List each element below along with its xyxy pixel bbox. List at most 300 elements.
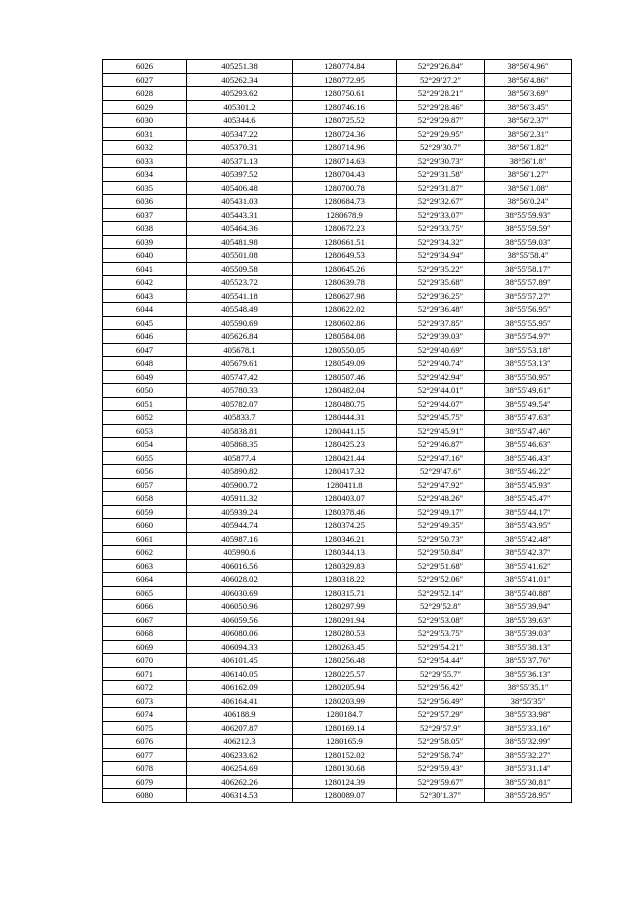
longitude-cell: 38°56′2.31″: [485, 127, 572, 141]
y-coordinate-cell: 1280750.61: [293, 87, 397, 101]
table-row: [103, 208, 572, 222]
longitude-cell: 38°55′49.54″: [485, 397, 572, 411]
x-coordinate-cell: 406080.06: [187, 627, 293, 641]
latitude-cell: 52°29′59.67″: [397, 775, 485, 789]
point-number-cell: 6079: [103, 775, 187, 789]
y-coordinate-cell: 1280344.13: [293, 546, 397, 560]
x-coordinate-cell: 405679.61: [187, 357, 293, 371]
latitude-cell: 52°29′57.29″: [397, 708, 485, 722]
latitude-cell: 52°29′30.73″: [397, 154, 485, 168]
latitude-cell: 52°29′32.67″: [397, 195, 485, 209]
x-coordinate-cell: 405626.84: [187, 330, 293, 344]
table-row: [103, 478, 572, 492]
x-coordinate-cell: 405509.58: [187, 262, 293, 276]
point-number-cell: 6080: [103, 789, 187, 803]
y-coordinate-cell: 1280444.31: [293, 411, 397, 425]
y-coordinate-cell: 1280089.07: [293, 789, 397, 803]
latitude-cell: 52°29′47.6″: [397, 465, 485, 479]
longitude-cell: 38°56′4.96″: [485, 60, 572, 74]
point-number-cell: 6075: [103, 721, 187, 735]
y-coordinate-cell: 1280584.08: [293, 330, 397, 344]
point-number-cell: 6050: [103, 384, 187, 398]
y-coordinate-cell: 1280725.52: [293, 114, 397, 128]
y-coordinate-cell: 1280346.21: [293, 532, 397, 546]
longitude-cell: 38°55′50.95″: [485, 370, 572, 384]
longitude-cell: 38°55′57.27″: [485, 289, 572, 303]
x-coordinate-cell: 406212.3: [187, 735, 293, 749]
x-coordinate-cell: 405523.72: [187, 276, 293, 290]
longitude-cell: 38°56′2.37″: [485, 114, 572, 128]
y-coordinate-cell: 1280417.32: [293, 465, 397, 479]
longitude-cell: 38°55′47.63″: [485, 411, 572, 425]
longitude-cell: 38°55′44.17″: [485, 505, 572, 519]
table-row: [103, 762, 572, 776]
longitude-cell: 38°55′31.14″: [485, 762, 572, 776]
x-coordinate-cell: 405541.18: [187, 289, 293, 303]
y-coordinate-cell: 1280152.02: [293, 748, 397, 762]
table-row: [103, 249, 572, 263]
point-number-cell: 6052: [103, 411, 187, 425]
y-coordinate-cell: 1280684.73: [293, 195, 397, 209]
latitude-cell: 52°30′1.37″: [397, 789, 485, 803]
x-coordinate-cell: 405833.7: [187, 411, 293, 425]
x-coordinate-cell: 406059.56: [187, 613, 293, 627]
latitude-cell: 52°29′39.03″: [397, 330, 485, 344]
y-coordinate-cell: 1280374.25: [293, 519, 397, 533]
longitude-cell: 38°55′58.4″: [485, 249, 572, 263]
table-row: [103, 667, 572, 681]
latitude-cell: 52°29′58.05″: [397, 735, 485, 749]
longitude-cell: 38°55′45.93″: [485, 478, 572, 492]
latitude-cell: 52°29′27.2″: [397, 73, 485, 87]
x-coordinate-cell: 405262.34: [187, 73, 293, 87]
y-coordinate-cell: 1280550.05: [293, 343, 397, 357]
longitude-cell: 38°55′39.63″: [485, 613, 572, 627]
longitude-cell: 38°55′40.88″: [485, 586, 572, 600]
longitude-cell: 38°55′58.17″: [485, 262, 572, 276]
point-number-cell: 6042: [103, 276, 187, 290]
latitude-cell: 52°29′56.42″: [397, 681, 485, 695]
x-coordinate-cell: 405251.38: [187, 60, 293, 74]
point-number-cell: 6060: [103, 519, 187, 533]
latitude-cell: 52°29′31.58″: [397, 168, 485, 182]
x-coordinate-cell: 405890.82: [187, 465, 293, 479]
latitude-cell: 52°29′42.94″: [397, 370, 485, 384]
point-number-cell: 6073: [103, 694, 187, 708]
latitude-cell: 52°29′57.9″: [397, 721, 485, 735]
point-number-cell: 6044: [103, 303, 187, 317]
x-coordinate-cell: 405911.32: [187, 492, 293, 506]
longitude-cell: 38°56′0.24″: [485, 195, 572, 209]
latitude-cell: 52°29′28.46″: [397, 100, 485, 114]
x-coordinate-cell: 405782.07: [187, 397, 293, 411]
point-number-cell: 6053: [103, 424, 187, 438]
table-row: [103, 721, 572, 735]
y-coordinate-cell: 1280425.23: [293, 438, 397, 452]
latitude-cell: 52°29′36.48″: [397, 303, 485, 317]
latitude-cell: 52°29′26.84″: [397, 60, 485, 74]
latitude-cell: 52°29′44.01″: [397, 384, 485, 398]
point-number-cell: 6046: [103, 330, 187, 344]
table-row: [103, 573, 572, 587]
table-row: [103, 640, 572, 654]
y-coordinate-cell: 1280263.45: [293, 640, 397, 654]
x-coordinate-cell: 405990.6: [187, 546, 293, 560]
table-row: [103, 100, 572, 114]
table-row: [103, 600, 572, 614]
table-row: [103, 154, 572, 168]
table-row: [103, 316, 572, 330]
table-row: [103, 694, 572, 708]
longitude-cell: 38°55′42.48″: [485, 532, 572, 546]
latitude-cell: 52°29′54.21″: [397, 640, 485, 654]
latitude-cell: 52°29′45.75″: [397, 411, 485, 425]
latitude-cell: 52°29′30.7″: [397, 141, 485, 155]
y-coordinate-cell: 1280291.94: [293, 613, 397, 627]
x-coordinate-cell: 405406.48: [187, 181, 293, 195]
latitude-cell: 52°29′35.68″: [397, 276, 485, 290]
y-coordinate-cell: 1280672.23: [293, 222, 397, 236]
y-coordinate-cell: 1280507.46: [293, 370, 397, 384]
longitude-cell: 38°55′46.63″: [485, 438, 572, 452]
table-row: [103, 451, 572, 465]
x-coordinate-cell: 405939.24: [187, 505, 293, 519]
latitude-cell: 52°29′52.06″: [397, 573, 485, 587]
table-row: [103, 735, 572, 749]
longitude-cell: 38°55′32.99″: [485, 735, 572, 749]
table-row: [103, 654, 572, 668]
longitude-cell: 38°55′28.95″: [485, 789, 572, 803]
table-row: [103, 276, 572, 290]
x-coordinate-cell: 405900.72: [187, 478, 293, 492]
table-row: [103, 627, 572, 641]
table-row: [103, 303, 572, 317]
y-coordinate-cell: 1280378.46: [293, 505, 397, 519]
point-number-cell: 6078: [103, 762, 187, 776]
point-number-cell: 6063: [103, 559, 187, 573]
longitude-cell: 38°55′39.94″: [485, 600, 572, 614]
longitude-cell: 38°55′53.18″: [485, 343, 572, 357]
latitude-cell: 52°29′53.08″: [397, 613, 485, 627]
y-coordinate-cell: 1280549.09: [293, 357, 397, 371]
y-coordinate-cell: 1280622.02: [293, 303, 397, 317]
point-number-cell: 6035: [103, 181, 187, 195]
longitude-cell: 38°55′55.95″: [485, 316, 572, 330]
x-coordinate-cell: 405301.2: [187, 100, 293, 114]
x-coordinate-cell: 405501.08: [187, 249, 293, 263]
point-number-cell: 6059: [103, 505, 187, 519]
latitude-cell: 52°29′50.73″: [397, 532, 485, 546]
point-number-cell: 6068: [103, 627, 187, 641]
table-row: [103, 586, 572, 600]
latitude-cell: 52°29′48.26″: [397, 492, 485, 506]
y-coordinate-cell: 1280124.39: [293, 775, 397, 789]
y-coordinate-cell: 1280256.48: [293, 654, 397, 668]
y-coordinate-cell: 1280678.9: [293, 208, 397, 222]
point-number-cell: 6043: [103, 289, 187, 303]
latitude-cell: 52°29′46.87″: [397, 438, 485, 452]
point-number-cell: 6033: [103, 154, 187, 168]
point-number-cell: 6054: [103, 438, 187, 452]
table-row: [103, 181, 572, 195]
y-coordinate-cell: 1280639.78: [293, 276, 397, 290]
table-row: [103, 546, 572, 560]
table-row: [103, 789, 572, 803]
x-coordinate-cell: 406094.33: [187, 640, 293, 654]
point-number-cell: 6076: [103, 735, 187, 749]
table-row: [103, 397, 572, 411]
table-row: [103, 60, 572, 74]
table-row: [103, 330, 572, 344]
longitude-cell: 38°55′35″: [485, 694, 572, 708]
x-coordinate-cell: 405371.13: [187, 154, 293, 168]
x-coordinate-cell: 406050.96: [187, 600, 293, 614]
point-number-cell: 6034: [103, 168, 187, 182]
x-coordinate-cell: 405464.36: [187, 222, 293, 236]
table-row: [103, 168, 572, 182]
y-coordinate-cell: 1280627.98: [293, 289, 397, 303]
point-number-cell: 6038: [103, 222, 187, 236]
table-row: [103, 384, 572, 398]
table-row: [103, 262, 572, 276]
table-row: [103, 114, 572, 128]
point-number-cell: 6030: [103, 114, 187, 128]
point-number-cell: 6069: [103, 640, 187, 654]
point-number-cell: 6074: [103, 708, 187, 722]
y-coordinate-cell: 1280165.9: [293, 735, 397, 749]
table-row: [103, 424, 572, 438]
table-row: [103, 357, 572, 371]
latitude-cell: 52°29′34.94″: [397, 249, 485, 263]
table-row: [103, 532, 572, 546]
longitude-cell: 38°56′3.45″: [485, 100, 572, 114]
latitude-cell: 52°29′40.74″: [397, 357, 485, 371]
y-coordinate-cell: 1280169.14: [293, 721, 397, 735]
point-number-cell: 6057: [103, 478, 187, 492]
y-coordinate-cell: 1280441.15: [293, 424, 397, 438]
longitude-cell: 38°55′37.76″: [485, 654, 572, 668]
y-coordinate-cell: 1280661.51: [293, 235, 397, 249]
longitude-cell: 38°55′33.98″: [485, 708, 572, 722]
longitude-cell: 38°56′1.82″: [485, 141, 572, 155]
table-row: [103, 505, 572, 519]
point-number-cell: 6027: [103, 73, 187, 87]
x-coordinate-cell: 405443.31: [187, 208, 293, 222]
x-coordinate-cell: 405347.22: [187, 127, 293, 141]
point-number-cell: 6061: [103, 532, 187, 546]
x-coordinate-cell: 405780.33: [187, 384, 293, 398]
point-number-cell: 6029: [103, 100, 187, 114]
longitude-cell: 38°55′59.59″: [485, 222, 572, 236]
latitude-cell: 52°29′58.74″: [397, 748, 485, 762]
longitude-cell: 38°55′54.97″: [485, 330, 572, 344]
x-coordinate-cell: 406254.69: [187, 762, 293, 776]
table-row: [103, 708, 572, 722]
y-coordinate-cell: 1280297.99: [293, 600, 397, 614]
y-coordinate-cell: 1280329.83: [293, 559, 397, 573]
point-number-cell: 6036: [103, 195, 187, 209]
table-row: [103, 411, 572, 425]
x-coordinate-cell: 406030.69: [187, 586, 293, 600]
x-coordinate-cell: 405877.4: [187, 451, 293, 465]
longitude-cell: 38°56′3.69″: [485, 87, 572, 101]
y-coordinate-cell: 1280184.7: [293, 708, 397, 722]
table-row: [103, 289, 572, 303]
point-number-cell: 6031: [103, 127, 187, 141]
coordinates-table: [102, 59, 572, 803]
longitude-cell: 38°55′39.03″: [485, 627, 572, 641]
x-coordinate-cell: 405944.74: [187, 519, 293, 533]
point-number-cell: 6062: [103, 546, 187, 560]
y-coordinate-cell: 1280280.53: [293, 627, 397, 641]
y-coordinate-cell: 1280772.95: [293, 73, 397, 87]
longitude-cell: 38°55′46.22″: [485, 465, 572, 479]
y-coordinate-cell: 1280714.63: [293, 154, 397, 168]
x-coordinate-cell: 405344.6: [187, 114, 293, 128]
longitude-cell: 38°55′45.47″: [485, 492, 572, 506]
longitude-cell: 38°56′1.8″: [485, 154, 572, 168]
latitude-cell: 52°29′53.75″: [397, 627, 485, 641]
longitude-cell: 38°56′4.86″: [485, 73, 572, 87]
x-coordinate-cell: 405987.16: [187, 532, 293, 546]
x-coordinate-cell: 406016.56: [187, 559, 293, 573]
point-number-cell: 6040: [103, 249, 187, 263]
y-coordinate-cell: 1280645.26: [293, 262, 397, 276]
latitude-cell: 52°29′36.25″: [397, 289, 485, 303]
table-row: [103, 465, 572, 479]
latitude-cell: 52°29′45.91″: [397, 424, 485, 438]
coordinates-table-body: [103, 60, 572, 803]
y-coordinate-cell: 1280318.22: [293, 573, 397, 587]
y-coordinate-cell: 1280602.86: [293, 316, 397, 330]
latitude-cell: 52°29′33.75″: [397, 222, 485, 236]
latitude-cell: 52°29′40.69″: [397, 343, 485, 357]
latitude-cell: 52°29′47.92″: [397, 478, 485, 492]
longitude-cell: 38°55′33.16″: [485, 721, 572, 735]
y-coordinate-cell: 1280714.96: [293, 141, 397, 155]
table-row: [103, 370, 572, 384]
point-number-cell: 6065: [103, 586, 187, 600]
longitude-cell: 38°55′43.95″: [485, 519, 572, 533]
latitude-cell: 52°29′29.87″: [397, 114, 485, 128]
table-row: [103, 127, 572, 141]
point-number-cell: 6037: [103, 208, 187, 222]
table-row: [103, 73, 572, 87]
latitude-cell: 52°29′31.87″: [397, 181, 485, 195]
longitude-cell: 38°55′57.89″: [485, 276, 572, 290]
table-row: [103, 748, 572, 762]
point-number-cell: 6067: [103, 613, 187, 627]
y-coordinate-cell: 1280205.94: [293, 681, 397, 695]
y-coordinate-cell: 1280746.16: [293, 100, 397, 114]
y-coordinate-cell: 1280724.36: [293, 127, 397, 141]
y-coordinate-cell: 1280482.04: [293, 384, 397, 398]
longitude-cell: 38°55′53.13″: [485, 357, 572, 371]
latitude-cell: 52°29′56.49″: [397, 694, 485, 708]
x-coordinate-cell: 405548.49: [187, 303, 293, 317]
longitude-cell: 38°55′47.46″: [485, 424, 572, 438]
y-coordinate-cell: 1280480.75: [293, 397, 397, 411]
x-coordinate-cell: 406164.41: [187, 694, 293, 708]
longitude-cell: 38°55′42.37″: [485, 546, 572, 560]
point-number-cell: 6070: [103, 654, 187, 668]
x-coordinate-cell: 406262.26: [187, 775, 293, 789]
longitude-cell: 38°55′56.95″: [485, 303, 572, 317]
table-row: [103, 492, 572, 506]
x-coordinate-cell: 406101.45: [187, 654, 293, 668]
x-coordinate-cell: 406162.09: [187, 681, 293, 695]
x-coordinate-cell: 405868.35: [187, 438, 293, 452]
latitude-cell: 52°29′59.43″: [397, 762, 485, 776]
x-coordinate-cell: 406028.02: [187, 573, 293, 587]
x-coordinate-cell: 406207.87: [187, 721, 293, 735]
y-coordinate-cell: 1280203.99: [293, 694, 397, 708]
x-coordinate-cell: 405590.69: [187, 316, 293, 330]
point-number-cell: 6055: [103, 451, 187, 465]
latitude-cell: 52°29′35.22″: [397, 262, 485, 276]
y-coordinate-cell: 1280649.53: [293, 249, 397, 263]
y-coordinate-cell: 1280704.43: [293, 168, 397, 182]
longitude-cell: 38°56′1.27″: [485, 168, 572, 182]
table-row: [103, 775, 572, 789]
point-number-cell: 6077: [103, 748, 187, 762]
latitude-cell: 52°29′51.68″: [397, 559, 485, 573]
y-coordinate-cell: 1280315.71: [293, 586, 397, 600]
point-number-cell: 6039: [103, 235, 187, 249]
point-number-cell: 6041: [103, 262, 187, 276]
longitude-cell: 38°55′49.61″: [485, 384, 572, 398]
x-coordinate-cell: 406188.9: [187, 708, 293, 722]
table-row: [103, 613, 572, 627]
longitude-cell: 38°55′38.13″: [485, 640, 572, 654]
point-number-cell: 6071: [103, 667, 187, 681]
longitude-cell: 38°55′46.43″: [485, 451, 572, 465]
y-coordinate-cell: 1280225.57: [293, 667, 397, 681]
latitude-cell: 52°29′29.95″: [397, 127, 485, 141]
x-coordinate-cell: 405370.31: [187, 141, 293, 155]
point-number-cell: 6032: [103, 141, 187, 155]
point-number-cell: 6045: [103, 316, 187, 330]
latitude-cell: 52°29′33.07″: [397, 208, 485, 222]
latitude-cell: 52°29′28.21″: [397, 87, 485, 101]
longitude-cell: 38°55′41.62″: [485, 559, 572, 573]
x-coordinate-cell: 405747.42: [187, 370, 293, 384]
table-row: [103, 681, 572, 695]
latitude-cell: 52°29′52.14″: [397, 586, 485, 600]
x-coordinate-cell: 405397.52: [187, 168, 293, 182]
latitude-cell: 52°29′52.8″: [397, 600, 485, 614]
latitude-cell: 52°29′37.85″: [397, 316, 485, 330]
x-coordinate-cell: 405481.98: [187, 235, 293, 249]
latitude-cell: 52°29′49.35″: [397, 519, 485, 533]
y-coordinate-cell: 1280700.78: [293, 181, 397, 195]
point-number-cell: 6056: [103, 465, 187, 479]
point-number-cell: 6064: [103, 573, 187, 587]
point-number-cell: 6072: [103, 681, 187, 695]
point-number-cell: 6051: [103, 397, 187, 411]
table-row: [103, 195, 572, 209]
x-coordinate-cell: 405431.03: [187, 195, 293, 209]
point-number-cell: 6066: [103, 600, 187, 614]
point-number-cell: 6047: [103, 343, 187, 357]
table-row: [103, 87, 572, 101]
longitude-cell: 38°55′59.93″: [485, 208, 572, 222]
longitude-cell: 38°55′59.03″: [485, 235, 572, 249]
y-coordinate-cell: 1280130.68: [293, 762, 397, 776]
latitude-cell: 52°29′47.16″: [397, 451, 485, 465]
longitude-cell: 38°55′36.13″: [485, 667, 572, 681]
point-number-cell: 6026: [103, 60, 187, 74]
